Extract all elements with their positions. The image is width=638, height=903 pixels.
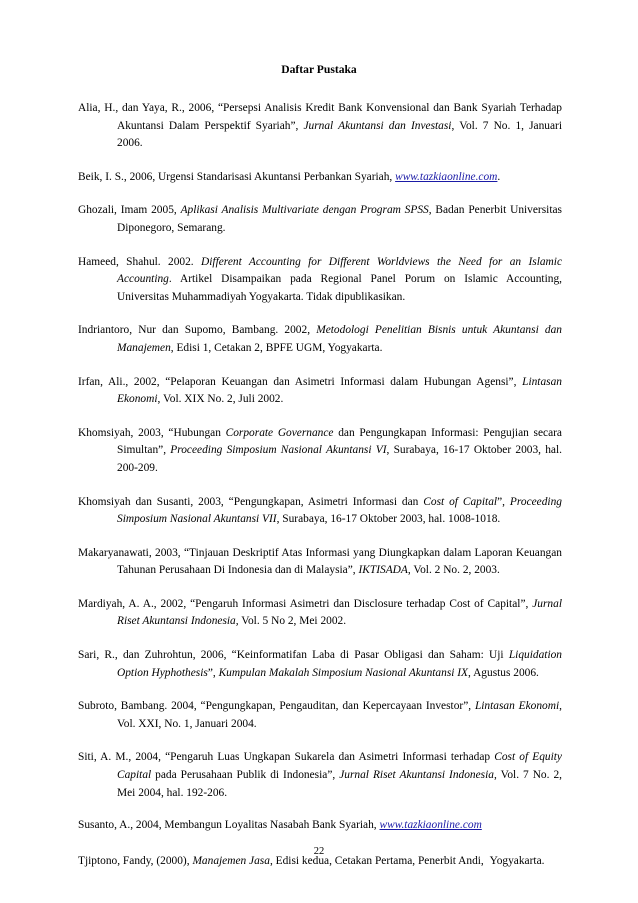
reference-text: ”, <box>207 666 219 679</box>
reference-text: Ghozali, Imam 2005, <box>78 204 181 217</box>
reference-text: , Edisi 1, Cetakan 2, BPFE UGM, Yogyakarta. <box>170 341 383 354</box>
reference-entry <box>78 596 562 631</box>
reference-entry <box>78 494 562 529</box>
reference-italic-text: Proceeding Simposium Nasional Akuntansi VII <box>117 495 562 526</box>
reference-italic-text: Corporate Governance <box>225 426 334 439</box>
reference-italic-text: Different Accounting for Different Worldviews the Need for an Islamic Accounting <box>117 255 562 286</box>
reference-italic-text: Manajemen Jasa <box>192 854 270 867</box>
reference-text: , Surabaya, 16-17 Oktober 2003, hal. 200-209. <box>117 444 562 474</box>
reference-italic-text: Jurnal Akuntansi dan Investasi <box>303 119 452 132</box>
reference-entry <box>78 425 562 478</box>
reference-italic-text: Liquidation Option Hyphothesis <box>117 649 562 679</box>
reference-text: Hameed, Shahul. 2002. <box>78 255 202 268</box>
reference-italic-text: IKTISADA <box>358 564 408 577</box>
page-number: 22 <box>313 846 325 857</box>
reference-link[interactable]: www.tazkiaonline.com <box>379 819 482 832</box>
reference-text: Beik, I. S., 2006, Urgensi Standarisasi Akuntansi Perbankan Syariah, <box>78 170 396 183</box>
reference-text: ”, <box>497 495 510 508</box>
reference-text: Susanto, A., 2004, Membangun Loyalitas Nasabah Bank Syariah, <box>78 819 380 832</box>
reference-text: , Edisi kedua, Cetakan Pertama, Penerbit Andi, <box>269 854 487 867</box>
reference-list <box>78 100 562 887</box>
reference-italic-text: Cost of Capital <box>423 495 498 508</box>
reference-entry <box>78 647 562 682</box>
reference-italic-text: Jurnal Riset Akuntansi Indonesia <box>339 769 494 782</box>
reference-text: Siti, A. M., 2004, “Pengaruh Luas Ungkapan Sukarela dan Asimetri Informasi terhadap <box>78 751 495 764</box>
reference-text: , Vol. 2 No. 2, 2003. <box>407 564 500 577</box>
reference-text: , Vol. 7 No. 2, Mei 2004, hal. 192-206. <box>117 769 562 799</box>
reference-entry <box>78 254 562 307</box>
reference-text: Indriantoro, Nur dan Supomo, Bambang. 2002, <box>78 324 317 337</box>
reference-text: . <box>497 170 501 183</box>
reference-entry <box>78 322 562 357</box>
reference-text: , Agustus 2006. <box>468 666 539 679</box>
reference-italic-text: Proceeding Simposium Nasional Akuntansi VI <box>170 444 387 457</box>
reference-link[interactable]: www.tazkiaonline.com <box>395 170 498 183</box>
reference-text: dan Pengungkapan Informasi: Pengujian secara Simultan”, <box>117 426 562 457</box>
reference-text: , Vol. XXI, No. 1, Januari 2004. <box>117 700 562 730</box>
reference-text: Sari, R., dan Zuhrohtun, 2006, “Keinformatifan Laba di Pasar Obligasi dan Saham: Uji <box>78 649 509 662</box>
reference-text: Makaryanawati, 2003, “Tinjauan Deskriptif Atas Informasi yang Diungkapkan dalam Laporan Keuangan Tahunan Perusahaan Di Indonesia dan di Malaysia”, <box>78 546 562 577</box>
reference-entry <box>78 100 562 153</box>
reference-entry <box>78 374 562 409</box>
reference-text: pada Perusahaan Publik di Indonesia”, <box>151 769 340 782</box>
reference-text: Vol. 5 No 2, Mei 2002. <box>238 615 347 628</box>
reference-italic-text: Aplikasi Analisis Multivariate dengan Program SPSS <box>180 204 429 217</box>
reference-italic-text: Lintasan Ekonomi <box>117 375 562 406</box>
reference-italic-text: Jurnal Riset Akuntansi Indonesia, <box>117 597 562 628</box>
reference-text: . Artikel Disampaikan pada Regional Panel Porum on Islamic Accounting, Universitas Muhammadiyah Yogyakarta. Tidak dipublikasikan. <box>117 273 562 303</box>
reference-italic-text: Lintasan Ekonomi <box>474 700 560 713</box>
reference-entry <box>78 698 562 733</box>
reference-text: , Badan Penerbit Universitas Diponegoro, Semarang. <box>117 204 562 234</box>
reference-text: Mardiyah, A. A., 2002, “Pengaruh Informasi Asimetri dan Disclosure terhadap Cost of Capital”, <box>78 597 533 610</box>
reference-text: Alia, H., dan Yaya, R., 2006, “Persepsi Analisis Kredit Bank Konvensional dan Bank Syariah Terhadap Akuntansi Dalam Perspektif Syariah”, <box>78 102 562 132</box>
reference-italic-text: Metodologi Penelitian Bisnis untuk Akuntansi dan Manajemen <box>117 324 562 354</box>
reference-text: Yogyakarta. <box>489 854 545 867</box>
reference-text: Tjiptono, Fandy, (2000), <box>78 854 193 867</box>
reference-text: Khomsiyah dan Susanti, 2003, “Pengungkapan, Asimetri Informasi dan <box>78 495 424 508</box>
reference-text: Khomsiyah, 2003, “Hubungan <box>78 426 226 439</box>
reference-entry <box>78 749 562 802</box>
reference-text: Subroto, Bambang. 2004, “Pengungkapan, Pengauditan, dan Kepercayaan Investor”, <box>78 700 475 713</box>
reference-entry <box>78 202 562 237</box>
reference-italic-text: Kumpulan Makalah Simposium Nasional Akuntansi IX <box>218 666 469 679</box>
reference-entry <box>78 545 562 580</box>
reference-text: Irfan, Ali., 2002, “Pelaporan Keuangan dan Asimetri Informasi dalam Hubungan Agensi”, <box>78 375 523 388</box>
reference-entry <box>78 817 562 835</box>
reference-entry <box>78 169 562 187</box>
reference-text: , Vol. 7 No. 1, Januari 2006. <box>117 119 562 150</box>
reference-text: , Vol. XIX No. 2, Juli 2002. <box>157 393 284 406</box>
reference-text: , Surabaya, 16-17 Oktober 2003, hal. 1008-1018. <box>276 513 501 526</box>
page-title: Daftar Pustaka <box>281 63 357 76</box>
reference-italic-text: Cost of Equity Capital <box>117 751 562 782</box>
